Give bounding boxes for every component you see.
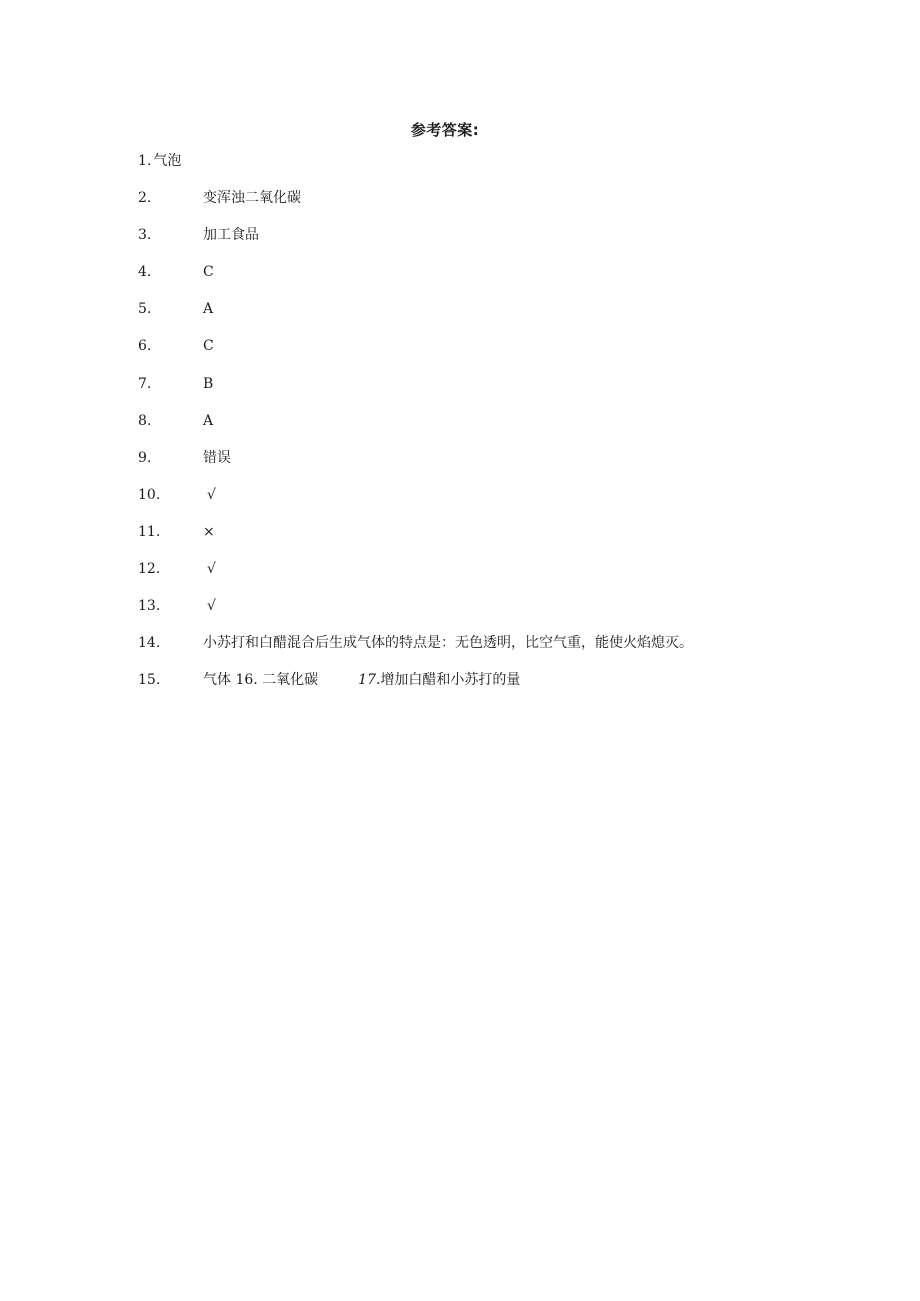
answer-text: C xyxy=(203,264,214,281)
answer-text: 小苏打和白醋混合后生成气体的特点是：无色透明，比空气重，能使火焰熄灭。 xyxy=(203,635,693,652)
answer-number-17: 17. xyxy=(358,672,381,689)
answer-number: 14. xyxy=(138,635,161,652)
answer-number: 2. xyxy=(138,190,152,207)
answer-number: 5. xyxy=(138,301,152,318)
answer-row-10 xyxy=(138,484,858,521)
answer-number: 4. xyxy=(138,264,152,281)
answer-row-1 xyxy=(138,150,858,187)
answer-text: √ xyxy=(207,486,216,503)
answer-text-17: 增加白醋和小苏打的量 xyxy=(380,672,521,689)
answer-row-5 xyxy=(138,298,858,335)
answer-text: A xyxy=(203,412,214,429)
answer-number: 12. xyxy=(138,561,161,578)
answer-text: C xyxy=(203,338,214,355)
answer-text: 气泡 xyxy=(153,153,182,169)
answer-text: √ xyxy=(207,598,216,615)
answer-row-4 xyxy=(138,261,858,298)
answer-text: B xyxy=(203,375,214,392)
answer-number: 15. xyxy=(138,672,161,689)
answer-list xyxy=(138,150,858,706)
answer-row-7 xyxy=(138,373,858,410)
answer-number: 13. xyxy=(138,598,161,615)
answer-number: 6. xyxy=(138,338,152,355)
answer-row-6 xyxy=(138,335,858,372)
answer-text: 变浑浊二氧化碳 xyxy=(203,190,301,207)
answer-number: 10. xyxy=(138,486,161,503)
answer-text: × xyxy=(203,523,215,540)
answer-text: A xyxy=(203,301,214,318)
answer-row-15 xyxy=(138,669,858,706)
answer-row-3 xyxy=(138,224,858,261)
answer-number: 9. xyxy=(138,449,152,466)
answer-row-8 xyxy=(138,410,858,447)
answer-number: 7. xyxy=(138,375,152,392)
answer-number: 3. xyxy=(138,227,152,244)
page-title: 参考答案: xyxy=(410,121,480,139)
answer-row-12 xyxy=(138,558,858,595)
answer-number: 11. xyxy=(138,523,161,540)
answer-row-2 xyxy=(138,187,858,224)
answer-text-15-16: 气体 16. 二氧化碳 xyxy=(203,672,319,689)
answer-text xyxy=(203,669,520,691)
answer-number: 8. xyxy=(138,412,152,429)
answer-text: √ xyxy=(207,561,216,578)
answer-number: 1. xyxy=(138,153,152,169)
answer-row-13 xyxy=(138,595,858,632)
answer-row-9 xyxy=(138,447,858,484)
answer-row-11 xyxy=(138,521,858,558)
answer-text: 错误 xyxy=(203,449,231,466)
answer-row-14 xyxy=(138,632,858,669)
answer-text: 加工食品 xyxy=(203,227,259,244)
